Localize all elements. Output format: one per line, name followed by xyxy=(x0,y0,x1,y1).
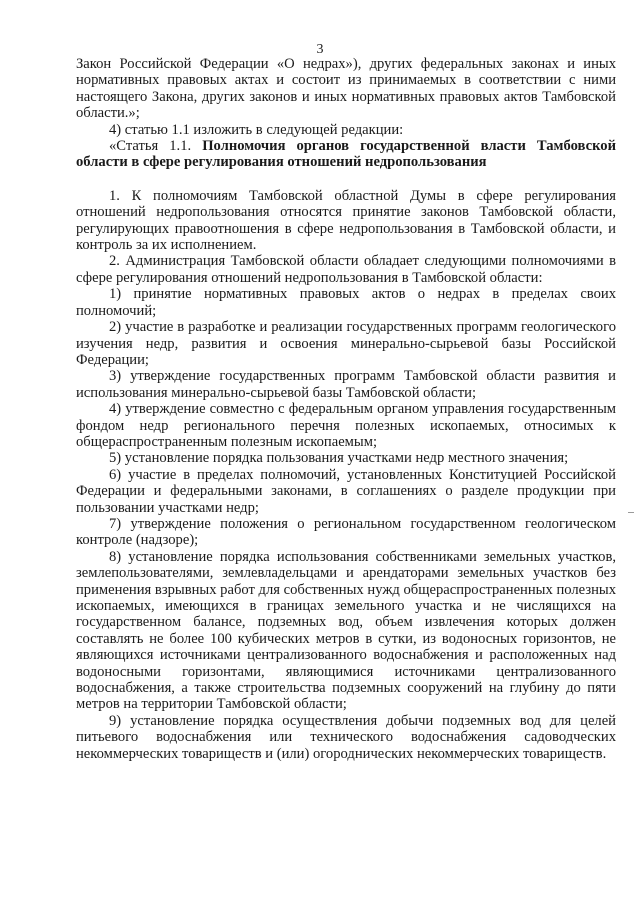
list-item-9: 9) установление порядка осуществления добычи подземных вод для целей питьевого водоснабжения или технического водоснабжения садоводческих некоммерческих товариществ и (или) огороднических некоммерческих товариществ. xyxy=(76,712,616,762)
scan-margin-mark xyxy=(628,512,634,513)
list-item-4: 4) утверждение совместно с федеральным органом управления государственным фондом недр регионального перечня полезных ископаемых, относимых к общераспространенным полезным ископаемым; xyxy=(76,401,616,450)
list-item-7: 7) утверждение положения о региональном государственном геологическом контроле (надзоре); xyxy=(76,515,616,549)
list-item-2: 2) участие в разработке и реализации государственных программ геологического изучения недр, развития и освоения минерально-сырьевой базы Российской Федерации; xyxy=(76,319,616,368)
document-body xyxy=(76,56,616,762)
article-heading xyxy=(76,138,616,171)
clause-2: 2. Администрация Тамбовской области обладает следующими полномочиями в сфере регулирования отношений недропользования в Тамбовской области: xyxy=(76,253,616,286)
article-prefix: «Статья 1.1. xyxy=(109,138,192,155)
list-item-3: 3) утверждение государственных программ Тамбовской области развития и использования минерально-сырьевой базы Тамбовской области; xyxy=(76,368,616,401)
article-title: Полномочия органов государственной власти Тамбовской области в сфере регулирования отношений недропользования xyxy=(76,138,616,171)
page-number: 3 xyxy=(316,42,324,57)
paragraph-continuation: Закон Российской Федерации «О недрах»), других федеральных законах и иных нормативных правовых актах и состоит из принимаемых в соответствии с ними настоящего Закона, других законов и иных нормативных правовых актов Тамбовской области.»; xyxy=(76,56,616,122)
list-item-8: 8) установление порядка использования собственниками земельных участков, землепользователями, землевладельцами и арендаторами земельных участков без применения взрывных работ для собственных нужд общераспространенных полезных ископаемых, имеющихся в границах земельного участка и не числящихся на государственном балансе, подземных вод, объем извлечения которых должен составлять не более 100 кубических метров в сутки, из водоносных горизонтов, не являющихся источниками централизованного водоснабжения и расположенных над водоносными горизонтами, являющимися источниками централизованного водоснабжения, а также строительства подземных сооружений на глубину до пяти метров на территории Тамбовской области; xyxy=(76,548,616,713)
list-item-5: 5) установление порядка пользования участками недр местного значения; xyxy=(109,450,569,467)
clause-1: 1. К полномочиям Тамбовской областной Думы в сфере регулирования отношений недропользования относятся принятие законов Тамбовской области, регулирующих правоотношения в сфере недропользования в Тамбовской области, и контроль за их исполнением. xyxy=(76,187,616,254)
paragraph-amendment: 4) статью 1.1 изложить в следующей редакции: xyxy=(109,121,404,138)
list-item-1: 1) принятие нормативных правовых актов о недрах в пределах своих полномочий; xyxy=(76,286,616,319)
list-item-6: 6) участие в пределах полномочий, установленных Конституцией Российской Федерации и федеральными законами, в соглашениях о разделе продукции при пользовании участками недр; xyxy=(76,466,616,516)
